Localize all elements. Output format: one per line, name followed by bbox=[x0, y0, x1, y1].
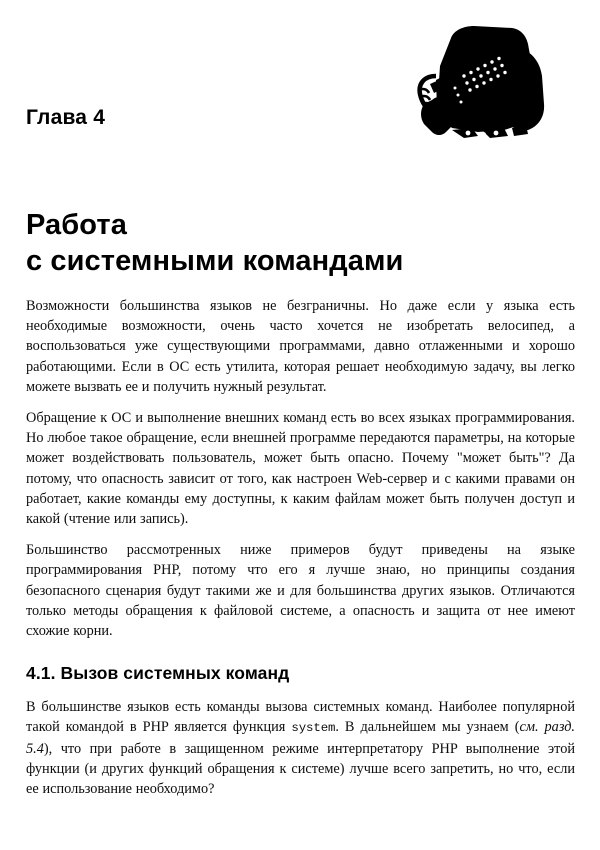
page-title-line-2: с системными командами bbox=[26, 245, 404, 278]
section-paragraph-text-part-3: ), что при работе в защищенном режиме интерпретатору PHP выполнение этой функции (и других функций обращения к системе) лучше всего запретить, но что, если ее использование необходимо? bbox=[26, 740, 575, 798]
chapter-label: Глава 4 bbox=[26, 106, 106, 129]
section-heading-4-1: 4.1. Вызов системных команд bbox=[26, 663, 290, 684]
section-paragraph-1 bbox=[26, 697, 575, 799]
function-name-system: system bbox=[291, 721, 336, 736]
paragraph-2: Обращение к ОС и выполнение внешних команд есть во всех языках программирования. Но любое такое обращение, если внешней программе передаются параметры, на которые может воздействовать пользователь, может быть опасно. Почему "может быть"? Да потому, что опасность зависит от того, как настроен Web-сервер и с какими правами он работает, какие команды ему доступны, к каким файлам может быть получен доступ и какой (чтение или запись). bbox=[26, 410, 575, 528]
section-paragraph-text-part-2: . В дальнейшем мы узнаем ( bbox=[335, 719, 520, 736]
page-title-line-1: Работа bbox=[26, 209, 127, 242]
page-title bbox=[26, 207, 566, 279]
section-paragraph-text-part-1: В большинстве языков есть команды вызова системных команд. Наиболее популярной такой командой в PHP является функция bbox=[26, 699, 575, 736]
telephone-fax-illustration bbox=[408, 18, 558, 158]
cross-reference: см. разд. 5.4 bbox=[26, 719, 576, 757]
paragraph-3: Большинство рассмотренных ниже примеров будут приведены на языке программирования PHP, потому что его я лучше знаю, но принципы создания безопасного сценария будут такими же и для большинства других языков. Отличаются только методы обращения к файловой системе, а опасность и защита от нее имеют схожие корни. bbox=[26, 542, 575, 640]
paragraph-1: Возможности большинства языков не безграничны. Но даже если у языка есть необходимые возможности, очень часто хочется не изобретать велосипед, а воспользоваться уже существующими программами, давно отлаженными и хорошо работающими. Если в ОС есть утилита, которая решает необходимую задачу, вы легко можете вызвать ее и получить нужный результат. bbox=[26, 298, 575, 395]
body-text-block bbox=[26, 296, 575, 799]
